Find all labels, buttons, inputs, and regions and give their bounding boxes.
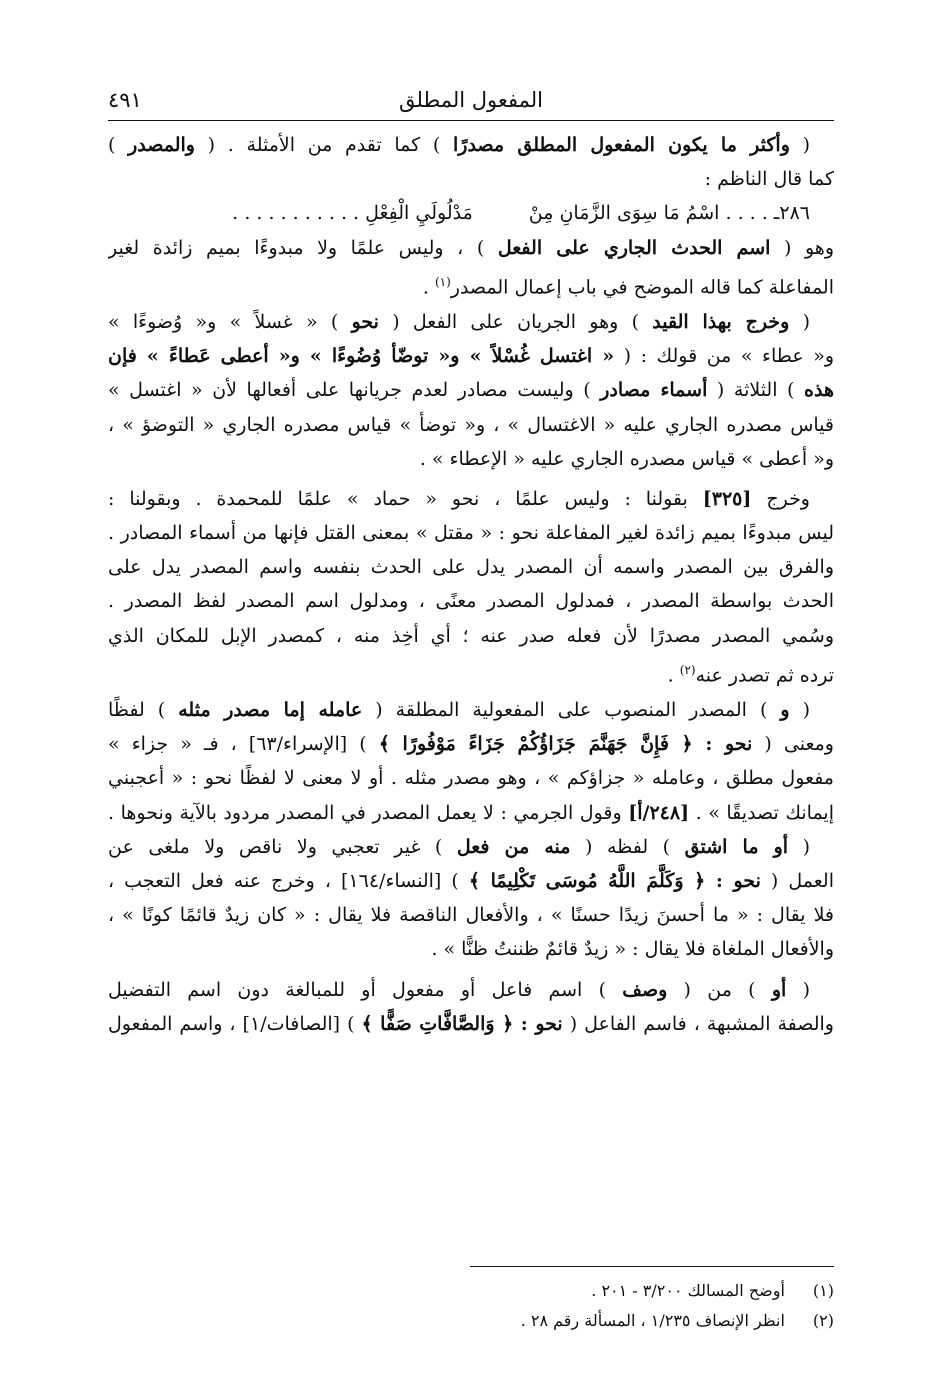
bold-run: نحو — [351, 310, 379, 333]
text-run: ) « غسلاً » و« وُضوءًا » — [108, 310, 352, 333]
bold-run: نحو : ﴿ فَإِنَّ جَهَنَّمَ جَزَاؤُكُمْ جَزَاءً مَوْفُورًا ﴾ — [378, 733, 753, 756]
text-line — [108, 973, 834, 1007]
text-run: ومعنى ( — [752, 733, 834, 756]
text-run: ليس مبدوءًا بميم زائدة لغير المفاعلة نحو : « مقتل » بمعنى القتل فإنها من أسماء المصادر . — [108, 522, 834, 545]
chapter-title: المفعول المطلق — [399, 88, 543, 112]
text-run: وهو ( — [770, 236, 834, 259]
text-line — [108, 653, 834, 687]
bold-run: عامله إما مصدر مثله — [178, 699, 363, 721]
bold-run: نحو : ﴿ وَالصَّافَّاتِ صَفًّا ﴾ — [361, 1012, 563, 1035]
text-run: ) كما تقدم من الأمثلة . ( — [194, 134, 453, 156]
text-run: ) وليست مصادر لعدم جريانها على أفعالها لأن « اغتسل » — [108, 379, 601, 402]
text-run: ) لفظًا — [108, 699, 179, 721]
verse-second-hemistich: مَدْلُولَيِ الْفِعْلِ . . . . . . . . . . . — [232, 202, 473, 225]
text-run: و« أعطى » قياس مصدره الجاري عليه « الإعطاء » . — [419, 447, 834, 470]
text-run: المفاعلة كما قاله الموضح في باب إعمال المصدر — [450, 276, 834, 299]
bold-run: أو ما اشتق — [684, 835, 789, 858]
text-run: ) من ( — [667, 978, 772, 1001]
text-run: و« عطاء » من قولك : ( — [614, 345, 834, 368]
text-line — [108, 550, 834, 584]
footnote-ref: (٢) — [679, 662, 696, 677]
text-run: ( — [789, 134, 810, 156]
text-run: ) — [108, 134, 129, 156]
text-line — [108, 516, 834, 550]
text-run: والصفة المشبهة ، فاسم الفاعل ( — [562, 1012, 834, 1035]
text-run: ) المصدر المنصوب على المفعولية المطلقة ( — [362, 699, 781, 721]
text-line — [108, 619, 834, 653]
text-run: ( — [788, 835, 811, 858]
text-run: قياس مصدره الجاري عليه « الاغتسال » ، و« توضأ » قياس مصدره الجاري « التوضؤ » ، — [108, 413, 834, 436]
bold-run: نحو : ﴿ وَكَلَّمَ اللَّهُ مُوسَى تَكْلِيمًا ﴾ — [468, 869, 761, 892]
text-run: ) [النساء/١٦٤] ، وخرج عنه فعل التعجب ، — [108, 869, 469, 892]
header-divider — [108, 120, 834, 121]
text-run: ترده ثم تصدر عنه — [695, 664, 834, 687]
bold-run: وأكثر ما يكون المفعول المطلق مصدرًا — [453, 134, 790, 156]
text-line — [108, 408, 834, 442]
text-run: فلا يقال : « ما أحسنَ زيدًا حسنًا » ، والأفعال الناقصة فلا يقال : « كان زيدٌ قائمًا كونًا » ، — [108, 904, 834, 927]
bold-run: « اغتسل غُسْلاً » و« توضّأ وُضُوءًا » و« أعطى عَطاءً » فإن — [108, 345, 615, 368]
text-run: كما قال الناظم : — [704, 168, 834, 191]
footnote — [108, 1306, 834, 1336]
bold-run: [٢٤٨/أ] — [628, 801, 690, 824]
text-run: ) وهو الجريان على الفعل ( — [378, 310, 653, 333]
footnote-ref: (١) — [434, 274, 451, 289]
text-run: الحدث بواسطة المصدر ، فمدلول المصدر معنًى ، ومدلول اسم المصدر لفظ المصدر . — [108, 590, 834, 613]
page-number: ٤٩١ — [108, 88, 142, 112]
text-line — [108, 584, 834, 618]
text-run: ) [الصافات/١] ، واسم المفعول — [108, 1012, 362, 1035]
text-line — [108, 265, 834, 299]
text-run: إيمانك تصديقًا » . — [689, 801, 834, 824]
bold-run: أسماء مصادر — [600, 379, 708, 402]
text-line — [108, 442, 834, 476]
bold-run: والمصدر — [128, 134, 195, 156]
text-line — [108, 932, 834, 966]
bold-run: وخرج بهذا القيد — [652, 310, 790, 333]
text-run: ) ، وليس علمًا ولا مبدوءًا بميم زائدة لغير — [108, 236, 498, 259]
text-run: ) غير تعجبي ولا ناقص ولا ملغى عن — [108, 835, 457, 858]
text-run: والأفعال الملغاة فلا يقال : « زيدٌ قائمٌ ظننتُ ظنًّا » . — [431, 938, 834, 961]
bold-run: هذه — [804, 379, 834, 402]
footnote-text: انظر الإنصاف ١/٢٣٥ ، المسألة رقم ٢٨ . — [520, 1311, 785, 1330]
text-line — [108, 482, 834, 516]
bold-run: [٣٢٥] — [702, 487, 752, 510]
text-line — [108, 761, 834, 795]
text-run: مفعول مطلق ، وعامله « جزاؤكم » ، وهو مصدر مثله . أو لا معنى لا لفظًا نحو : « أعجبني — [108, 767, 834, 790]
text-run: العمل ( — [760, 869, 834, 892]
text-run: والفرق بين المصدر واسمه أن المصدر يدل على الحدث بنفسه واسم المصدر يدل على — [108, 556, 834, 579]
verse-line — [108, 196, 834, 230]
text-run: ) لفظه ( — [570, 835, 685, 858]
text-run: ( — [789, 699, 811, 721]
text-line — [108, 796, 834, 830]
text-run: بقولنا : وليس علمًا ، نحو « حماد » علمًا للمحمدة . وبقولنا : — [108, 487, 703, 510]
text-run: . — [422, 276, 435, 299]
text-line — [108, 898, 834, 932]
text-run: ) [الإسراء/٦٣] ، فـ « جزاء » — [108, 733, 379, 756]
bold-run: وصف — [622, 978, 668, 1001]
text-line — [108, 1007, 834, 1041]
bold-run: منه من فعل — [456, 835, 571, 858]
text-line — [108, 830, 834, 864]
footnote-number: (٢) — [812, 1311, 834, 1330]
bold-run: أو — [771, 978, 787, 1001]
footnotes — [108, 1276, 834, 1336]
text-run: ٢٨٦ـ . . . . اسْمُ مَا سِوَى الزَّمَانِ مِنْ — [528, 202, 810, 225]
text-run: ( — [786, 978, 811, 1001]
text-line — [108, 864, 834, 898]
running-header — [108, 82, 834, 118]
bold-run: اسم الحدث الجاري على الفعل — [497, 236, 771, 259]
text-run: ) الثلاثة ( — [707, 379, 805, 402]
text-line — [108, 162, 834, 196]
main-text — [108, 128, 834, 1041]
text-line — [108, 339, 834, 373]
text-run: ) اسم فاعل أو مفعول أو للمبالغة دون اسم التفضيل — [108, 978, 623, 1001]
text-run: ( — [789, 310, 810, 333]
text-line — [108, 305, 834, 339]
text-run: وسُمي المصدر مصدرًا لأن فعله صدر عنه ؛ أي أخِذ منه ، كمصدر الإبل للمكان الذي — [108, 624, 834, 647]
text-line — [108, 693, 834, 727]
footnote-number: (١) — [812, 1281, 834, 1300]
text-run: . — [667, 664, 680, 687]
text-line — [108, 373, 834, 407]
footnote — [108, 1276, 834, 1306]
bold-run: و — [780, 699, 790, 721]
text-line — [108, 727, 834, 761]
footnote-text: أوضح المسالك ٣/٢٠٠ - ٢٠١ . — [591, 1281, 785, 1300]
text-line — [108, 231, 834, 265]
text-run: وخرج — [751, 487, 810, 510]
text-line — [108, 128, 834, 162]
text-run: وقول الجرمي : لا يعمل المصدر في المصدر مردود بالآية ونحوها . — [108, 801, 629, 824]
footnote-divider — [470, 1266, 834, 1267]
